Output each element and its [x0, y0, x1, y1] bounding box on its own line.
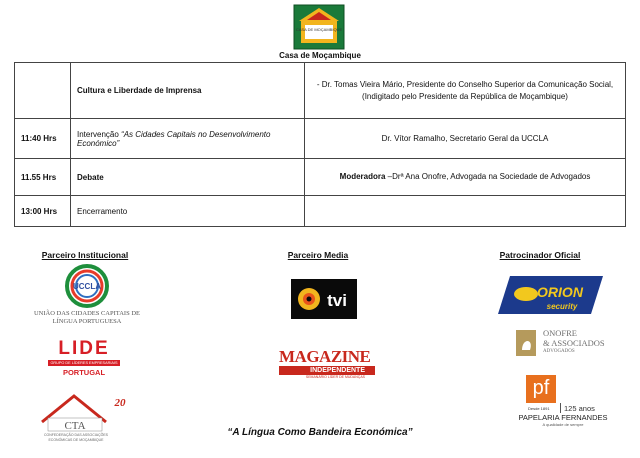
org-name: Casa de Moçambique [279, 51, 361, 60]
pf-mark: pf [526, 375, 556, 403]
topic-cell [71, 119, 305, 159]
orion-sub: security [546, 302, 578, 311]
onofre-logo [514, 326, 610, 360]
topic-cell: Encerramento [71, 196, 305, 227]
cta-badge: 20 [114, 397, 126, 409]
lide-country: PORTUGAL [62, 368, 106, 377]
agenda-table [14, 62, 626, 227]
uccla-caption: UNIÃO DAS CIDADES CAPITAIS DE LÍNGUA PORTUGUESA [33, 310, 140, 325]
time-cell [15, 63, 71, 119]
onofre-mark-icon [514, 326, 540, 358]
footer-motto: “A Língua Como Bandeira Económica” [227, 427, 413, 438]
orion-name: ORION [537, 284, 583, 300]
magazine-logo [279, 348, 375, 384]
magazine-sub: INDEPENDENTE [279, 366, 375, 375]
topic-prefix: Intervenção [77, 129, 122, 139]
lide-name: LIDE [58, 338, 110, 359]
pf-years: 125 anos [564, 404, 595, 413]
media-partner-heading: Parceiro Media [287, 250, 349, 260]
table-row [15, 159, 626, 196]
magazine-tag: SEMANÁRIO LÍDER DE MUDANÇAS [305, 375, 365, 379]
tvi-logo [291, 279, 357, 319]
speaker-cell: Dr. Vítor Ramalho, Secretario Geral da UCCLA [305, 119, 626, 159]
onofre-line2: & ASSOCIADOS [543, 338, 605, 348]
table-row [15, 63, 626, 119]
official-sponsor-heading: Patrocinador Oficial [499, 250, 581, 260]
cta-name: CTA [64, 420, 86, 432]
time-cell: 13:00 Hrs [15, 196, 71, 227]
speaker-cell [305, 159, 626, 196]
logo-text: CASA DE MOÇAMBIQUE [295, 27, 343, 32]
table-row [15, 119, 626, 159]
time-cell: 11.55 Hrs [15, 159, 71, 196]
pf-name: PAPELARIA FERNANDES [518, 413, 608, 422]
onofre-line1: ONOFRE [543, 328, 578, 338]
topic-title: “As Cidades Capitais no Desenvolvimento Económico” [77, 129, 271, 148]
magazine-name: MAGAZINE [279, 347, 371, 366]
speaker-cell: - Dr. Tomas Vieira Mário, Presidente do Conselho Superior da Comunicação Social, (Indigitado pelo Presidente da República de Moçambique) [305, 63, 626, 119]
tvi-name: tvi [327, 291, 347, 310]
lide-tag: GRUPO DE LÍDERES EMPRESARIAIS [48, 360, 120, 366]
orion-logo [496, 274, 605, 316]
lide-logo [48, 338, 120, 386]
table-row [15, 196, 626, 227]
time-cell: 11:40 Hrs [15, 119, 71, 159]
pf-tagline: A qualidade de sempre [542, 422, 584, 427]
papelaria-fernandes-logo [508, 375, 618, 427]
uccla-logo [28, 262, 146, 330]
moderator-name: –Drª Ana Onofre, Advogada na Sociedade de Advogados [385, 172, 591, 181]
onofre-line3: ADVOGADOS [543, 349, 575, 354]
moderator-label: Moderadora [339, 172, 386, 181]
casa-mocambique-logo [293, 4, 345, 50]
uccla-name: UCCLA [73, 282, 101, 291]
topic-cell: Cultura e Liberdade de Imprensa [71, 63, 305, 119]
pf-since: Desde 1891 [528, 406, 550, 411]
institutional-partner-heading: Parceiro Institucional [41, 250, 129, 260]
speaker-cell [305, 196, 626, 227]
cta-caption: CONFEDERAÇÃO DAS ASSOCIAÇÕES ECONÓMICAS DE MOÇAMBIQUE [44, 433, 108, 442]
pf-divider [560, 403, 561, 413]
topic-cell: Debate [71, 159, 305, 196]
